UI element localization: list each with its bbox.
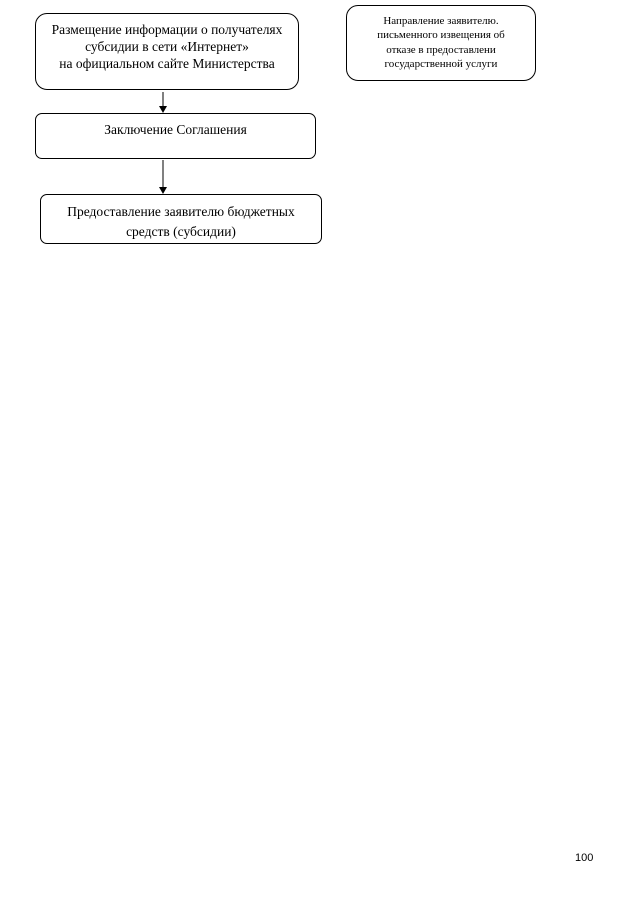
flow-step-provide-funds — [40, 194, 322, 244]
flow-step-provide-funds-text: Предоставление заявителю бюджетных средств (субсидии) — [67, 204, 295, 239]
page-number: 100 — [575, 852, 594, 864]
flow-step-publish-info-text: Размещение информации о получателях субсидии в сети «Интернет» на официальном сайте Министерства — [51, 22, 283, 71]
flow-step-refusal-notice — [346, 5, 536, 81]
flow-step-publish-info — [35, 13, 299, 90]
flow-step-refusal-notice-text: Направление заявителю. письменного извещения об отказе в предоставлени государственной услуги — [377, 15, 505, 70]
flow-step-agreement — [35, 113, 316, 159]
arrow-publish-to-agreement — [159, 92, 167, 113]
arrow-agreement-to-funds — [159, 160, 167, 194]
flow-step-agreement-text: Заключение Соглашения — [104, 122, 247, 137]
